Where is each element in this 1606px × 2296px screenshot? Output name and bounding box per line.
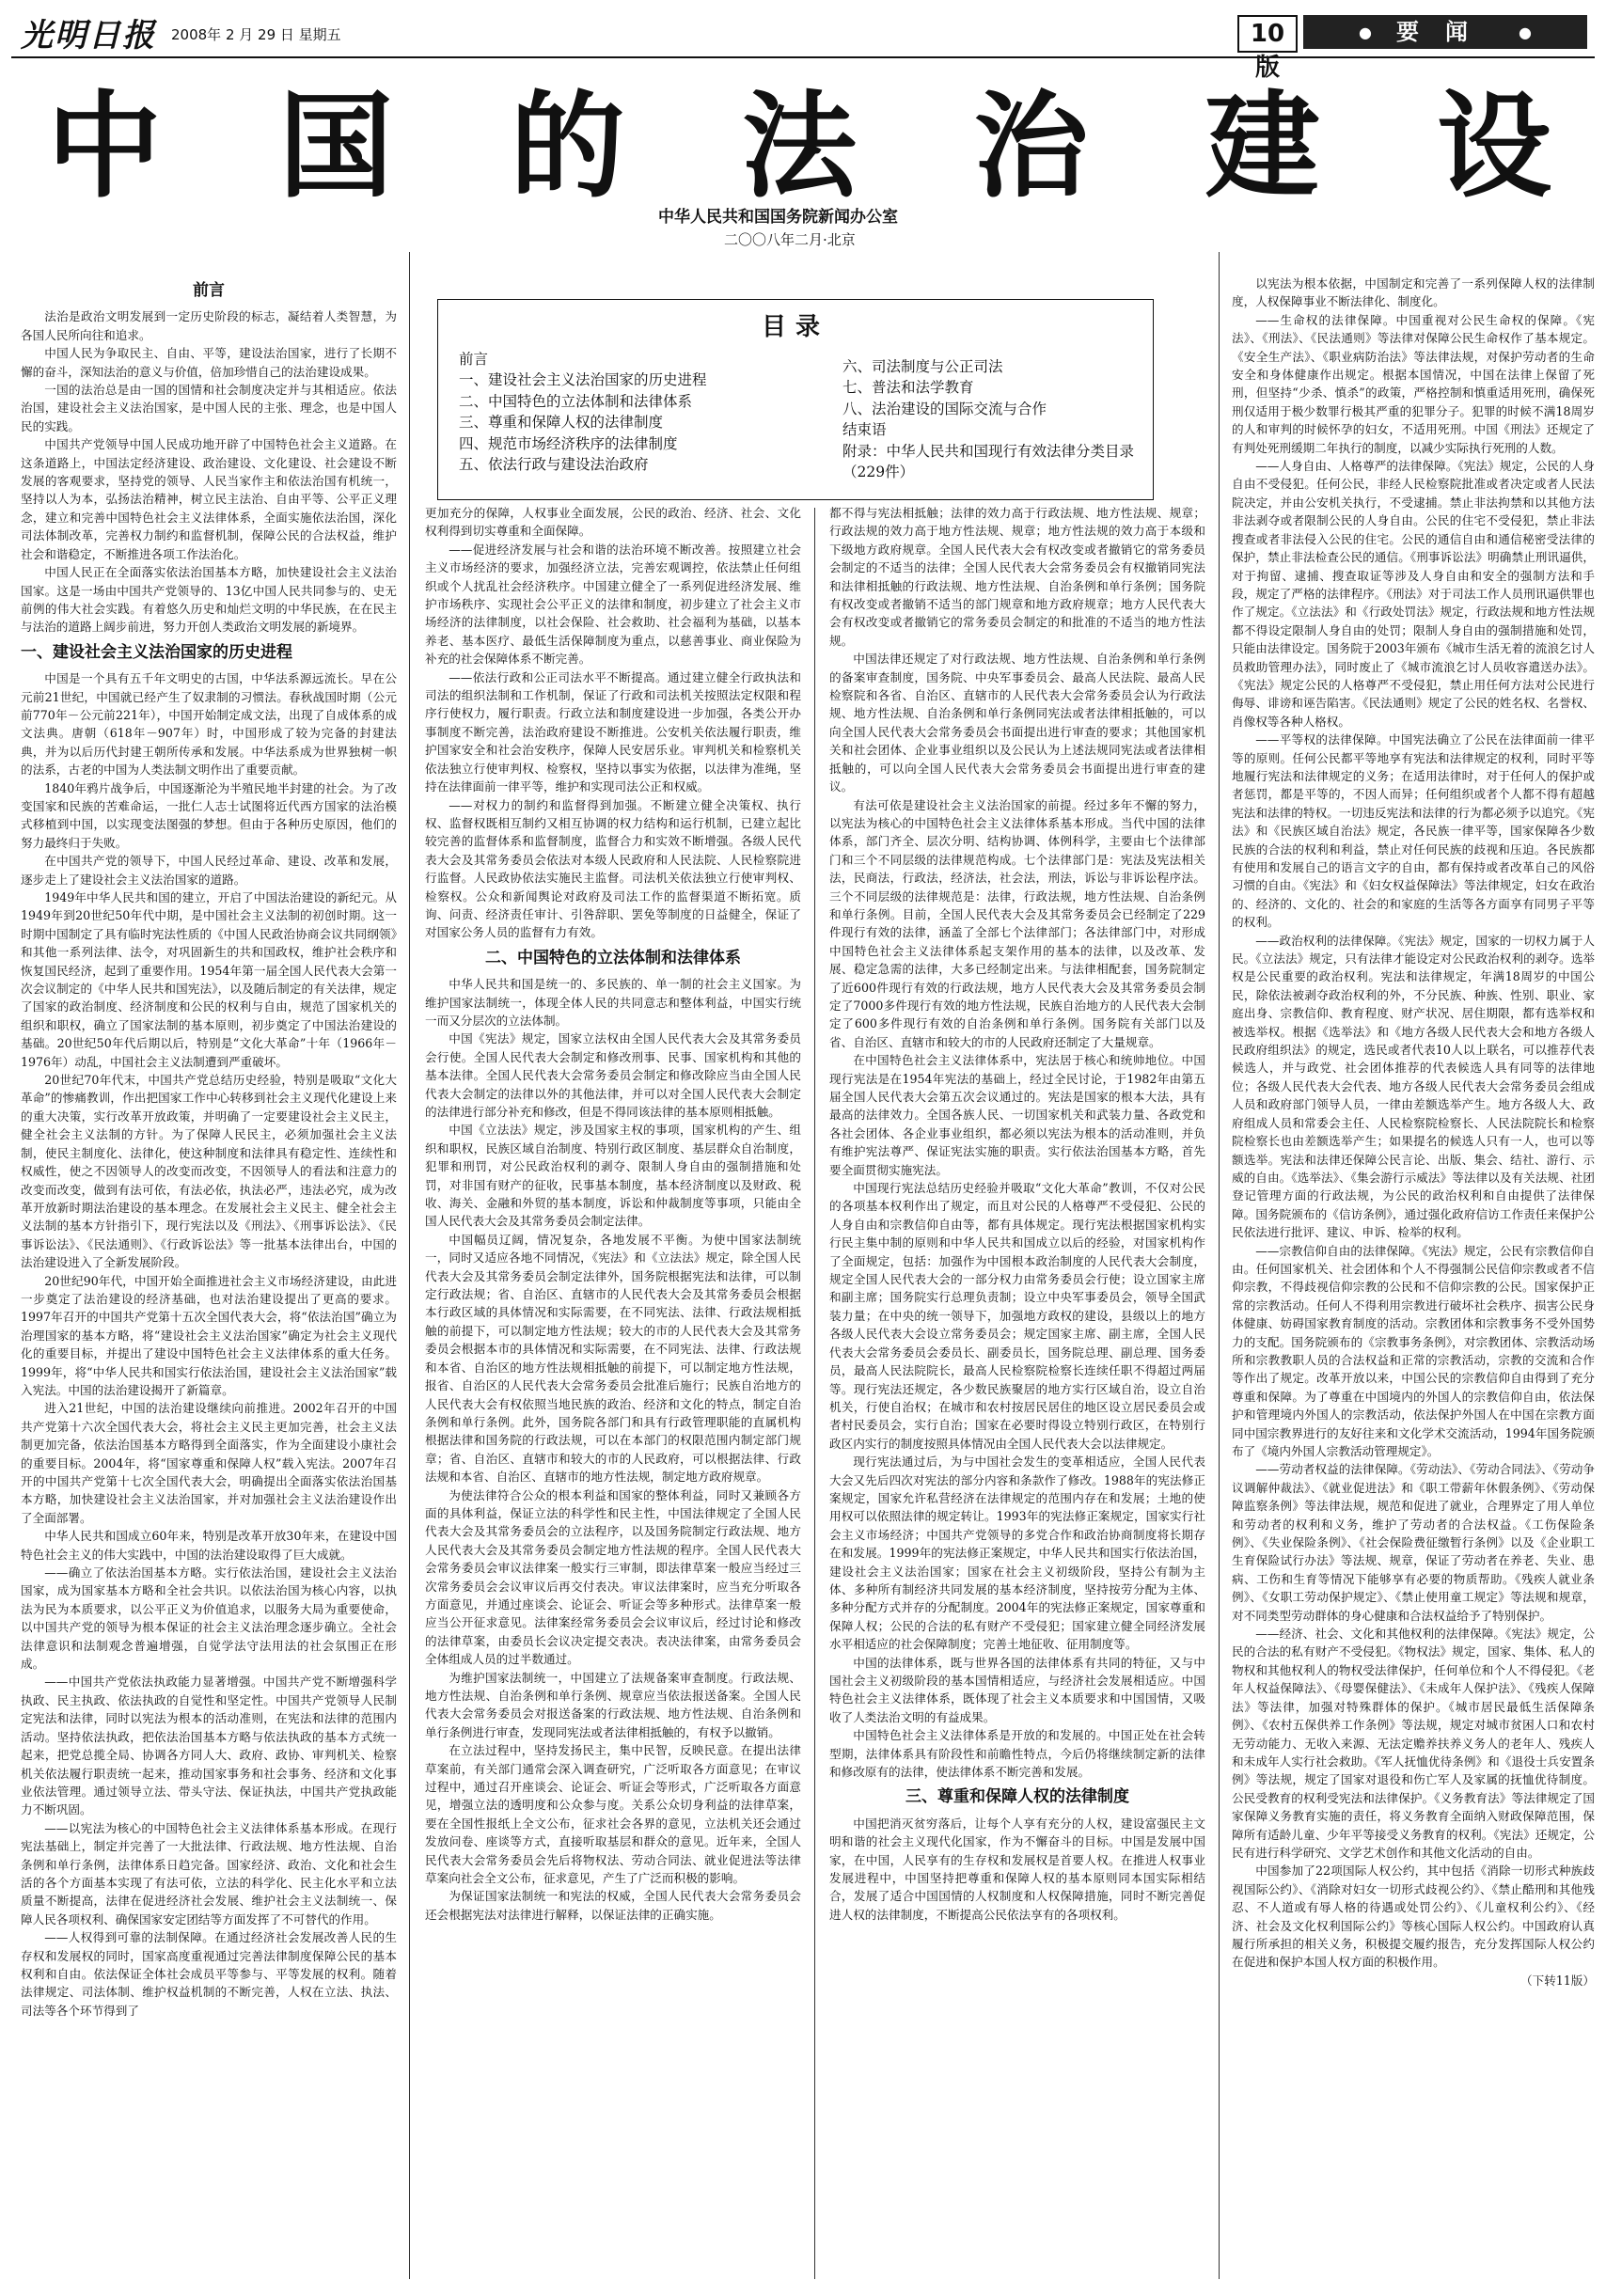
headline-char: 中 bbox=[47, 79, 162, 213]
toc-item: 附录：中华人民共和国现行有效法律分类目录 bbox=[842, 442, 1135, 460]
toc-item: 一、建设社会主义法治国家的历史进程 bbox=[459, 371, 707, 389]
paragraph: ——经济、社会、文化和其他权利的法律保障。《宪法》规定，公民的合法的私有财产不受侵犯。《物权法》规定，国家、集体、私人的物权和其他权利人的物权受法律保护，任何单位和个人不得侵犯。《老年人权益保障法》、《母婴保健法》、《未成年人保护法》、《残疾人保障法》等法律，加强对特殊群体的保护。《城市居民最低生活保障条例》、《农村五保供养工作条例》等法规，规定对城市贫困人口和农村无劳动能力、无收入来源、无法定赡养扶养义务人的老年人、残疾人和未成年人实行社会救助。《军人抚恤优待条例》和《退役士兵安置条例》等法规，规定了国家对退役和伤亡军人及家属的抚恤优待制度。公民受教育的权利受宪法和法律保护。《义务教育法》等法律规定了国家保障义务教育实施的责任，将义务教育全面纳入财政保障范围，保障所有适龄儿童、少年平等接受义务教育的权利。《宪法》还规定，公民有进行科学研究、文学艺术创作和其他文化活动的自由。 bbox=[1232, 1627, 1595, 1860]
headline-char: 治 bbox=[973, 79, 1089, 213]
column-divider bbox=[409, 252, 410, 2279]
paragraph: 中华人民共和国成立60年来，特别是改革开放30年来，在建设中国特色社会主义的伟大实践中，中国的法治建设取得了巨大成就。 bbox=[21, 1529, 397, 1562]
paragraph: 在中国共产党的领导下，中国人民经过革命、建设、改革和发展，逐步走上了建设社会主义法治国家的道路。 bbox=[21, 854, 397, 887]
toc-item: 七、普法和法学教育 bbox=[842, 379, 974, 397]
headline-char: 设 bbox=[1436, 79, 1551, 213]
paragraph: 1840年鸦片战争后，中国逐渐沦为半殖民地半封建的社会。为了改变国家和民族的苦难命运，一批仁人志士试图将近代西方国家的法治模式移植到中国，以实现变法图强的梦想。但由于各种历史原因，他们的努力最终归于失败。 bbox=[21, 780, 397, 850]
headline-char: 国 bbox=[278, 79, 394, 213]
headline-char: 法 bbox=[741, 79, 857, 213]
paragraph: ——人身自由、人格尊严的法律保障。《宪法》规定，公民的人身自由不受侵犯。任何公民，非经人民检察院批准或者决定或者人民法院决定，并由公安机关执行，不受逮捕。禁止非法拘禁和以其他方法非法剥夺或者限制公民的人身自由。公民的住宅不受侵犯，禁止非法搜查或者非法侵入公民的住宅。公民的通信自由和通信秘密受法律的保护，禁止非法检查公民的通信。《刑事诉讼法》明确禁止刑讯逼供，对于拘留、逮捕、搜查取证等涉及人身自由和安全的强制方法和手段，规定了严格的法律程序。《刑法》对于司法工作人员刑讯逼供罪也作了规定。《立法法》和《行政处罚法》规定，行政法规和地方性法规都不得设定限制人身自由的处罚；限制人身自由的强制措施和处罚，只能由法律设定。国务院于2003年颁布《城市生活无着的流浪乞讨人员救助管理办法》，同时废止了《城市流浪乞讨人员收容遣送办法》。《宪法》规定公民的人格尊严不受侵犯，禁止用任何方法对公民进行侮辱、诽谤和诬告陷害。《民法通则》规定了公民的姓名权、名誉权、肖像权等各种人格权。 bbox=[1232, 459, 1595, 729]
paragraph: 20世纪70年代末，中国共产党总结历史经验，特别是吸取“文化大革命”的惨痛教训，作出把国家工作中心转移到社会主义现代化建设上来的重大决策，实行改革开放政策，并明确了一定要建设社会主义民主，健全社会主义法制的方针。为了保障人民民主，必须加强社会主义法制，使民主制度化、法律化，使这种制度和法律具有稳定性、连续性和权威性，使之不因领导人的改变而改变，不因领导人的看法和注意力的改变而改变，做到有法可依，有法必依，执法必严，违法必究，成为改革开放新时期法治建设的基本理念。在发展社会主义民主、健全社会主义法制的基本方针指引下，现行宪法以及《刑法》、《刑事诉讼法》、《民事诉讼法》、《民法通则》、《行政诉讼法》等一批基本法律出台，中国的法治建设进入了全新发展阶段。 bbox=[21, 1073, 397, 1270]
paragraph: 中国人民为争取民主、自由、平等，建设法治国家，进行了长期不懈的奋斗，深知法治的意义与价值，倍加珍惜自己的法治建设成果。 bbox=[21, 346, 397, 379]
paragraph: 中国特色社会主义法律体系是开放的和发展的。中国正处在社会转型期，法律体系具有阶段性和前瞻性特点，今后仍将继续制定新的法律和修改原有的法律，使法律体系不断完善和发展。 bbox=[829, 1728, 1205, 1780]
toc-item: 前言 bbox=[459, 351, 489, 368]
bullet-icon: ● bbox=[1359, 24, 1372, 41]
paragraph: 有法可依是建设社会主义法治国家的前提。经过多年不懈的努力，以宪法为核心的中国特色社会主义法律体系基本形成。当代中国的法律体系，部门齐全、层次分明、结构协调、体例科学，主要由七个法律部门和三个不同层级的法律规范构成。七个法律部门是：宪法及宪法相关法，民商法，行政法，经济法，社会法，刑法，诉讼与非诉讼程序法。三个不同层级的法律规范是：法律，行政法规，地方性法规、自治条例和单行条例。目前，全国人民代表大会及其常务委员会已经制定了229件现行有效的法律，涵盖了全部七个法律部门；各法律部门中，对形成中国特色社会主义法律体系起支架作用的基本的法律，以及改革、发展、稳定急需的法律，大多已经制定出来。与法律相配套，国务院制定了近600件现行有效的行政法规，地方人民代表大会及其常务委员会制定了7000多件现行有效的地方性法规，民族自治地方的人民代表大会制定了600多件现行有效的自治条例和单行条例。国务院有关部门以及省、自治区、直辖市和较大的市的人民政府还制定了大量规章。 bbox=[829, 797, 1205, 1049]
paragraph: 中国参加了22项国际人权公约，其中包括《消除一切形式种族歧视国际公约》、《消除对妇女一切形式歧视公约》、《禁止酷刑和其他残忍、不人道或有辱人格的待遇或处罚公约》、《儿童权利公约》、《经济、社会及文化权利国际公约》等核心国际人权公约。中国政府认真履行所承担的相关义务，积极提交履约报告，充分发挥国际人权公约在促进和保护本国人权方面的积极作用。 bbox=[1232, 1864, 1595, 1970]
toc-item: 四、规范市场经济秩序的法律制度 bbox=[459, 434, 678, 452]
paragraph: 一国的法治总是由一国的国情和社会制度决定并与其相适应。依法治国，建设社会主义法治国家，是中国人民的主张、理念，也是中国人民的实践。 bbox=[21, 383, 397, 433]
section-label-box bbox=[1303, 15, 1587, 49]
section-heading: 一、建设社会主义法治国家的历史进程 bbox=[21, 642, 292, 662]
paragraph: ——政治权利的法律保障。《宪法》规定，国家的一切权力属于人民。《立法法》规定，只有法律才能设定对公民政治权利的剥夺。选举权是公民重要的政治权利。宪法和法律规定，年满18周岁的中国公民，除依法被剥夺政治权利的外，不分民族、种族、性别、职业、家庭出身、宗教信仰、教育程度、财产状况、居住期限，都有选举权和被选举权。根据《选举法》和《地方各级人民代表大会和地方各级人民政府组织法》的规定，选民或者代表10人以上联名，可以推荐代表候选人，并与政党、社会团体推荐的代表候选人具有同等的法律地位；各级人民代表大会代表、地方各级人民代表大会常务委员会组成人员和政府部门领导人员，一律由差额选举产生。地方各级人大、政府组成人员和常委会主任、人民检察院检察长、人民法院院长和检察院检察长也由差额选举产生；如果提名的候选人只有一人，也可以等额选举。宪法和法律还保障公民言论、出版、集会、结社、游行、示威的自由。《选举法》、《集会游行示威法》等法律以及有关法规、社团登记管理方面的行政法规，为公民的政治权利和自由提供了法律保障。国务院颁布的《信访条例》，通过强化政府信访工作责任来保护公民依法进行批评、建议、申诉、检举的权利。 bbox=[1232, 933, 1595, 1240]
paragraph: 中国把消灭贫穷落后，让每个人享有充分的人权，建设富强民主文明和谐的社会主义现代化国家，作为不懈奋斗的目标。中国是发展中国家，在中国，人民享有的生存权和发展权是首要人权。在推进人权事业发展进程中，中国坚持把尊重和保障人权的基本原则同本国实际相结合，发展了适合中国国情的人权制度和人权保障措施，同时不断完善促进人权的法律制度，不断提高公民依法享有的各项权利。 bbox=[829, 1816, 1205, 1922]
paragraph: 中华人民共和国是统一的、多民族的、单一制的社会主义国家。为维护国家法制统一，体现全体人民的共同意志和整体利益，中国实行统一而又分层次的立法体制。 bbox=[425, 977, 801, 1028]
article-column-2 bbox=[425, 504, 801, 2287]
paragraph: 为维护国家法制统一，中国建立了法规备案审查制度。行政法规、地方性法规、自治条例和单行条例、规章应当依法报送备案。全国人民代表大会常务委员会对报送备案的行政法规、地方性法规、自治条例和单行条例进行审查，发现同宪法或者法律相抵触的，有权予以撤销。 bbox=[425, 1670, 801, 1739]
paragraph: 中国现行宪法总结历史经验并吸取“文化大革命”教训，不仅对公民的各项基本权利作出了规定，而且对公民的人格尊严不受侵犯、公民的人身自由和宗教信仰自由等，都有具体规定。现行宪法根据国家机构实行民主集中制的原则和中华人民共和国成立以后的经验，对国家机构作了全面规定，包括：加强作为中国根本政治制度的人民代表大会制度，规定全国人民代表大会的一部分权力由常务委员会行使；设立国家主席和副主席；国务院实行总理负责制；设立中央军事委员会，领导全国武装力量；在中央的统一领导下，加强地方政权的建设，县级以上的地方各级人民代表大会设立常务委员会；规定国家主席、副主席，全国人民代表大会常务委员会委员长、副委员长，国务院总理、副总理、国务委员，最高人民法院院长，最高人民检察院检察长连续任职不得超过两届等。现行宪法还规定，各少数民族聚居的地方实行区域自治，设立自治机关，行使自治权；在城市和农村按居民居住的地区设立居民委员会或者村民委员会，实行自治；国家在必要时得设立特别行政区，在特别行政区内实行的制度按照具体情况由全国人民代表大会以法律规定。 bbox=[829, 1181, 1205, 1451]
toc-item: 二、中国特色的立法体制和法律体系 bbox=[459, 392, 693, 410]
paragraph: 中国共产党领导中国人民成功地开辟了中国特色社会主义道路。在这条道路上，中国法定经济建设、政治建设、文化建设、社会建设不断发展的客观要求，坚持党的领导、人民当家作主和依法治国有机统一，坚持以人为本，弘扬法治精神，树立民主法治、自由平等、公平正义理念，建立和完善中国特色社会主义法律体系，全面实施依法治国，深化司法体制改革，完善权力制约和监督机制，保障公民的合法权益，维护社会和谐稳定，不断推进各项工作法治化。 bbox=[21, 437, 397, 561]
newspaper-logo: 光明日报 bbox=[21, 17, 156, 55]
column-divider bbox=[1219, 252, 1220, 2279]
toc-item: （229件） bbox=[842, 464, 915, 481]
issuer: 中华人民共和国国务院新闻办公室 bbox=[658, 208, 898, 227]
paragraph: 中国《宪法》规定，国家立法权由全国人民代表大会及其常务委员会行使。全国人民代表大会制定和修改刑事、民事、国家机构和其他的基本法律。全国人民代表大会常务委员会制定和修改除应当由全国人民代表大会制定的法律以外的其他法律，并可以对全国人民代表大会制定的法律进行部分补充和修改，但是不得同该法律的基本原则相抵触。 bbox=[425, 1031, 801, 1119]
toc-item: 三、尊重和保障人权的法律制度 bbox=[459, 414, 664, 432]
section-heading: 二、中国特色的立法体制和法律体系 bbox=[485, 948, 741, 967]
paragraph: 以宪法为根本依据，中国制定和完善了一系列保障人权的法律制度，人权保障事业不断法律化、制度化。 bbox=[1232, 276, 1595, 309]
paragraph: 中国人民正在全面落实依法治国基本方略，加快建设社会主义法治国家。这是一场由中国共产党领导的、13亿中国人民共同参与的、史无前例的伟大社会实践。有着悠久历史和灿烂文明的中华民族，在在民主与法治的道路上阔步前进，努力开创人类政治文明发展的新境界。 bbox=[21, 565, 397, 635]
paragraph: 都不得与宪法相抵触；法律的效力高于行政法规、地方性法规、规章；行政法规的效力高于地方性法规、规章；地方性法规的效力高于本级和下级地方政府规章。全国人民代表大会有权改变或者撤销它的常务委员会制定的不适当的法律；全国人民代表大会常务委员会有权撤销同宪法和法律相抵触的行政法规、地方性法规、自治条例和单行条例；国务院有权改变或者撤销不适当的部门规章和地方政府规章；地方人民代表大会有权改变或者撤销它的常务委员会制定的和批准的不适当的地方性法规。 bbox=[829, 506, 1205, 648]
paragraph: 1949年中华人民共和国的建立，开启了中国法治建设的新纪元。从1949年到20世纪50年代中期，是中国社会主义法制的初创时期。这一时期中国制定了具有临时宪法性质的《中国人民政治协商会议共同纲领》和其他一系列法律、法令，对巩固新生的共和国政权，维护社会秩序和恢复国民经济，起到了重要作用。1954年第一届全国人民代表大会第一次会议制定的《中华人民共和国宪法》，以及随后制定的有关法律，规定了国家的政治制度、经济制度和公民的权利与自由，规范了国家机关的组织和职权，确立了国家法制的基本原则，初步奠定了中国法治建设的基础。20世纪50年代后期以后，特别是“文化大革命”十年（1966年－1976年）动乱，中国社会主义法制遭到严重破坏。 bbox=[21, 890, 397, 1069]
paragraph: 中国法律还规定了对行政法规、地方性法规、自治条例和单行条例的备案审查制度，国务院、中央军事委员会、最高人民法院、最高人民检察院和各省、自治区、直辖市的人民代表大会常务委员会认为行政法规、地方性法规、自治条例和单行条例同宪法或者法律相抵触的，可以向全国人民代表大会常务委员会书面提出进行审查的要求；其他国家机关和社会团体、企业事业组织以及公民认为上述法规同宪法或者法律相抵触的，可以向全国人民代表大会常务委员会书面提出进行审查的建议。 bbox=[829, 652, 1205, 794]
article-column-4 bbox=[1232, 275, 1595, 2287]
toc-item: 结束语 bbox=[842, 421, 887, 439]
headline bbox=[19, 75, 1580, 213]
paragraph: 现行宪法通过后，为与中国社会发生的变革相适应，全国人民代表大会又先后四次对宪法的部分内容和条款作了修改。1988年的宪法修正案规定，国家允许私营经济在法律规定的范围内存在和发展；土地的使用权可以依照法律的规定转让。1993年的宪法修正案规定，国家实行社会主义市场经济；中国共产党领导的多党合作和政治协商制度将长期存在和发展。1999年的宪法修正案规定，中华人民共和国实行依法治国，建设社会主义法治国家；国家在社会主义初级阶段，坚持公有制为主体、多种所有制经济共同发展的基本经济制度，坚持按劳分配为主体、多种分配方式并存的分配制度。2004年的宪法修正案规定，国家尊重和保障人权；公民的合法的私有财产不受侵犯；国家建立健全同经济发展水平相适应的社会保障制度；完善土地征收、征用制度等。 bbox=[829, 1455, 1205, 1652]
bullet-icon: ● bbox=[1519, 24, 1532, 41]
release-date: 二〇〇八年二月·北京 bbox=[724, 231, 856, 248]
paragraph: 在中国特色社会主义法律体系中，宪法居于核心和统帅地位。中国现行宪法是在1954年宪法的基础上，经过全民讨论，于1982年由第五届全国人民代表大会第五次会议通过的。宪法是国家的根本大法，具有最高的法律效力。全国各族人民、一切国家机关和武装力量、各政党和各社会团体、各企业事业组织，都必须以宪法为根本的活动准则，并负有维护宪法尊严、保证宪法实施的职责。实行依法治国基本方略，首先要全面贯彻实施宪法。 bbox=[829, 1053, 1205, 1177]
toc-list-right bbox=[842, 356, 1143, 482]
headline-char: 的 bbox=[510, 79, 625, 213]
paragraph: 中国幅员辽阔，情况复杂，各地发展不平衡。为使中国家法制统一，同时又适应各地不同情况，《宪法》和《立法法》规定，除全国人民代表大会及其常务委员会制定法律外，国务院根据宪法和法律，可以制定行政法规；省、自治区、直辖市的人民代表大会及其常务委员会根据本行政区域的具体情况和实际需要，在不同宪法、法律、行政法规相抵触的前提下，可以制定地方性法规；较大的市的人民代表大会及其常务委员会根据本市的具体情况和实际需要，在不同宪法、法律、行政法规和本省、自治区的地方性法规相抵触的前提下，可以制定地方性法规，报省、自治区的人民代表大会常务委员会批准后施行；民族自治地方的人民代表大会有权依照当地民族的政治、经济和文化的特点，制定自治条例和单行条例。此外，国务院各部门和具有行政管理职能的直属机构根据法律和国务院的行政法规，可以在本部门的权限范围内制定部门规章；省、自治区、直辖市和较大的市的人民政府，可以根据法律、行政法规和本省、自治区、直辖市的地方性法规，制定地方政府规章。 bbox=[425, 1232, 801, 1485]
paragraph: ——宗教信仰自由的法律保障。《宪法》规定，公民有宗教信仰自由。任何国家机关、社会团体和个人不得强制公民信仰宗教或者不信仰宗教，不得歧视信仰宗教的公民和不信仰宗教的公民。国家保护正常的宗教活动。任何人不得利用宗教进行破坏社会秩序、损害公民身体健康、妨碍国家教育制度的活动。宗教团体和宗教事务不受外国势力的支配。国务院颁布的《宗教事务条例》，对宗教团体、宗教活动场所和宗教教职人员的合法权益和正常的宗教活动，宗教的交流和合作等作出了规定。改革开放以来，中国公民的宗教信仰自由得到了充分尊重和保障。为了尊重在中国境内的外国人的宗教信仰自由，依法保护和管理境内外国人的宗教活动，依法保护外国人在中国在宗教方面同中国宗教界进行的友好往来和文化学术交流活动，1994年国务院颁布了《境内外国人宗教活动管理规定》。 bbox=[1232, 1243, 1595, 1458]
paragraph: 为使法律符合公众的根本利益和国家的整体利益，同时又兼顾各方面的具体利益，保证立法的科学性和民主性，中国法律规定了全国人民代表大会及其常务委员会的立法程序，以及国务院制定行政法规、地方人民代表大会及其常务委员会制定地方性法规的程序。全国人民代表大会常务委员会审议法律案一般实行三审制，即法律草案一般应当经过三次常务委员会会议审议后再交付表决。审议法律案时，应当充分听取各方面意见，并通过座谈会、论证会、听证会等多种形式。法律草案一般应当公开征求意见。法律案经常务委员会会议审议后，经过讨论和修改的法律草案，由委员长会议决定提交表决。表决法律案，由常务委员会全体组成人员的过半数通过。 bbox=[425, 1487, 801, 1667]
section-label: 要闻 bbox=[1396, 19, 1494, 45]
issue-date-line: 2008年 2 月 29 日 星期五 bbox=[171, 26, 341, 43]
paragraph: ——劳动者权益的法律保障。《劳动法》、《劳动合同法》、《劳动争议调解仲裁法》、《就业促进法》和《职工带薪年休假条例》、《劳动保障监察条例》等法律法规，规范和促进了就业，合理界定了用人单位和劳动者的权利和义务，维护了劳动者的合法权益。《工伤保险条例》、《失业保险条例》、《社会保险费征缴暂行条例》以及《企业职工生育保险试行办法》等法规、规章，保证了劳动者在养老、失业、患病、工伤和生育等情况下能够享有必要的物质帮助。《残疾人就业条例》、《女职工劳动保护规定》、《禁止使用童工规定》等法规和规章，对不同类型劳动群体的身心健康和合法权益给予了特别保护。 bbox=[1232, 1462, 1595, 1623]
paragraph: ——人权得到可靠的法制保障。在通过经济社会发展改善人民的生存权和发展权的同时，国家高度重视通过完善法律制度保障公民的基本权利和自由。依法保证全体社会成员平等参与、平等发展的权利。随着法律规定、司法体制、维护权益机制的不断完善，人权在立法、执法、司法等各个环节得到了 bbox=[21, 1930, 397, 2018]
paragraph: 中国《立法法》规定，涉及国家主权的事项，国家机构的产生、组织和职权，民族区域自治制度、特别行政区制度、基层群众自治制度，犯罪和刑罚，对公民政治权利的剥夺、限制人身自由的强制措施和处罚，对非国有财产的征收，民事基本制度，基本经济制度以及财政、税收、海关、金融和外贸的基本制度，诉讼和仲裁制度等事项，只能由全国人民代表大会及其常务委员会制定法律。 bbox=[425, 1123, 801, 1229]
paragraph: 中国的法律体系，既与世界各国的法律体系有共同的特征，又与中国社会主义初级阶段的基本国情相适应，与经济社会发展相适应。中国特色社会主义法律体系，既体现了社会主义本质要求和中国国情，又吸收了人类法治文明的有益成果。 bbox=[829, 1655, 1205, 1724]
paragraph: ——对权力的制约和监督得到加强。不断建立健全决策权、执行权、监督权既相互制约又相互协调的权力结构和运行机制，已建立起比较完善的监督体系和监督制度，监督合力和实效不断增强。各级人民代表大会及其常务委员会依法对本级人民政府和人民法院、人民检察院进行监督。人民政协依法实施民主监督。司法机关依法独立行使审判权、检察权。公众和新闻舆论对政府及司法工作的监督渠道不断拓宽。质询、问责、经济责任审计、引咎辞职、罢免等制度的日益健全，保证了对国家公务人员的监督有力有效。 bbox=[425, 797, 801, 940]
section-heading: 三、尊重和保障人权的法律制度 bbox=[905, 1787, 1129, 1807]
article-column-1 bbox=[21, 275, 397, 2287]
article-column-3 bbox=[829, 504, 1205, 2287]
paragraph: ——平等权的法律保障。中国宪法确立了公民在法律面前一律平等的原则。任何公民都平等地享有宪法和法律规定的权利，同时平等地履行宪法和法律规定的义务；在适用法律时，对于任何人的保护或者惩罚，都是平等的，不因人而异；任何组织或者个人都不得有超越宪法和法律的特权。一切违反宪法和法律的行为都必须予以追究。《宪法》和《民族区域自治法》规定，各民族一律平等，国家保障各少数民族的合法的权利和利益，禁止对任何民族的歧视和压迫。各民族都有使用和发展自己的语言文字的自由，都有保持或者改革自己的风俗习惯的自由。《宪法》和《妇女权益保障法》等法律规定，妇女在政治的、经济的、文化的、社会的和家庭的生活等各方面享有同男子平等的权利。 bbox=[1232, 732, 1595, 930]
paragraph: 法治是政治文明发展到一定历史阶段的标志，凝结着人类智慧，为各国人民所向往和追求。 bbox=[21, 309, 397, 342]
masthead bbox=[0, 0, 1606, 82]
toc-item: 六、司法制度与公正司法 bbox=[842, 358, 1003, 375]
paragraph: ——以宪法为核心的中国特色社会主义法律体系基本形成。在现行宪法基础上，制定并完善了一大批法律、行政法规、地方性法规、自治条例和单行条例，法律体系日趋完备。国家经济、政治、文化和社会生活的各个方面基本实现了有法可依，立法的科学化、民主化水平和立法质量不断提高，法律在促进经济社会发展、维护社会主义法制统一、保障人民各项权利、确保国家安定团结等方面发挥了不可替代的作用。 bbox=[21, 1820, 397, 1926]
paragraph: ——生命权的法律保障。中国重视对公民生命权的保障。《宪法》、《刑法》、《民法通则》等法律对保障公民生命权作了基本规定。《安全生产法》、《职业病防治法》等法律法规，对保护劳动者的生命安全和身体健康作出规定。根据本国情况，中国在法律上保留了死刑，但坚持“少杀、慎杀”的政策，严格控制和慎重适用死刑，确保死刑仅适用于极少数罪行极其严重的犯罪分子。犯罪的时候不满18周岁的人和审判的时候怀孕的妇女，不适用死刑。中国《刑法》还规定了有判处死刑缓期二年执行的制度，以减少实际执行死刑的人数。 bbox=[1232, 312, 1595, 455]
toc-item: 八、法治建设的国际交流与合作 bbox=[842, 400, 1047, 417]
paragraph: ——中国共产党依法执政能力显著增强。中国共产党不断增强科学执政、民主执政、依法执政的自觉性和坚定性。中国共产党领导人民制定宪法和法律，同时以宪法为根本的活动准则，在宪法和法律的范围内活动。坚持依法执政，把依法治国基本方略与依法执政的基本方式统一起来，把党总揽全局、协调各方同人大、政府、政协、审判机关、检察机关依法履行职责统一起来，推动国家事务和社会事务、经济和文化事业依法管理。通过领导立法、带头守法、保证执法，中国共产党执政能力不断巩固。 bbox=[21, 1675, 397, 1817]
paragraph: 在立法过程中，坚持发扬民主，集中民智，反映民意。在提出法律草案前，有关部门通常会深入调查研究，广泛听取各方面意见；在审议过程中，通过召开座谈会、论证会、听证会等形式，广泛听取各方面意见，增强立法的透明度和公众参与度。关系公众切身利益的法律草案，要在全国性报纸上全文公布，征求社会各界的意见，立法机关还会通过发放问卷、座谈等方式，直接听取基层和群众的意见。近年来，全国人民代表大会常务委员会先后将物权法、劳动合同法、就业促进法等法律草案向社会全文公布，征求意见，产生了广泛而积极的影响。 bbox=[425, 1743, 801, 1886]
toc-item: 五、依法行政与建设法治政府 bbox=[459, 456, 649, 474]
paragraph: 更加充分的保障，人权事业全面发展，公民的政治、经济、社会、文化权利得到切实尊重和全面保障。 bbox=[425, 506, 801, 539]
column-divider bbox=[814, 508, 815, 2279]
section-heading: 前言 bbox=[193, 281, 225, 300]
headline-char: 建 bbox=[1204, 79, 1320, 213]
paragraph: 20世纪90年代，中国开始全面推进社会主义市场经济建设，由此进一步奠定了法治建设的经济基础，也对法治建设提出了更高的要求。1997年召开的中国共产党第十五次全国代表大会，将“依法治国”确立为治理国家的基本方略，将“建设社会主义法治国家”确定为社会主义现代化的重要目标，并提出了建设中国特色社会主义法律体系的重大任务。1999年，将“中华人民共和国实行依法治国，建设社会主义法治国家”载入宪法。中国的法治建设揭开了新篇章。 bbox=[21, 1273, 397, 1397]
paragraph: 为保证国家法制统一和宪法的权威，全国人民代表大会常务委员会还会根据宪法对法律进行解释，以保证法律的正确实施。 bbox=[425, 1889, 801, 1922]
paragraph: 中国是一个具有五千年文明史的古国，中华法系源远流长。早在公元前21世纪，中国就已经产生了奴隶制的习惯法。春秋战国时期（公元前770年－公元前221年），中国开始制定成文法，出现了自成体系的成文法典。唐朝（618年－907年）时，中国形成了较为完备的封建法典，并为以后历代封建王朝所传承和发展。中华法系成为世界独树一帜的法系，古老的中国为人类法制文明作出了重要贡献。 bbox=[21, 671, 397, 778]
paragraph: 进入21世纪，中国的法治建设继续向前推进。2002年召开的中国共产党第十六次全国代表大会，将社会主义民主更加完善，社会主义法制更加完备，依法治国基本方略得到全面落实，作为全面建设小康社会的重要目标。2004年，将“国家尊重和保障人权”载入宪法。2007年召开的中国共产党第十七次全国代表大会，明确提出全面落实依法治国基本方略，加快建设社会主义法治国家，并对加强社会主义法治建设作出了全面部署。 bbox=[21, 1401, 397, 1525]
paragraph: ——依法行政和公正司法水平不断提高。通过建立健全行政执法和司法的组织法制和工作机制，保证了行政和司法机关按照法定权限和程序行使权力，履行职责。行政立法和制度建设进一步加强，各类公开办事制度不断完善，法治政府建设不断推进。公安机关依法履行职责，维护国家安全和社会治安秩序，保障人民安居乐业。审判机关和检察机关依法独立行使审判权、检察权，坚持以事实为依据，以法律为准绳，坚持在法律面前一律平等，维护和实现司法公正和权威。 bbox=[425, 669, 801, 794]
toc-title: 目录 bbox=[761, 313, 829, 341]
paragraph: ——促进经济发展与社会和谐的法治环境不断改善。按照建立社会主义市场经济的要求，加强经济立法，完善宏观调控，依法禁止任何组织或个人扰乱社会经济秩序。中国建立健全了一系列促进经济发展、维护市场秩序、实现社会公平正义的法律和制度，初步建立了社会主义市场经济的法律制度，以社会保险、社会救助、社会福利为基础，以基本养老、基本医疗、最低生活保障制度为重点，以慈善事业、商业保险为补充的社会保障体系不断完善。 bbox=[425, 542, 801, 667]
paragraph: ——确立了依法治国基本方略。实行依法治国，建设社会主义法治国家，成为国家基本方略和全社会共识。以依法治国为核心内容，以执法为民为本质要求，以公平正义为价值追求，以服务大局为重要使命，以中国共产党的领导为根本保证的社会主义法治理念逐步确立。全社会法律意识和法制观念普遍增强，自觉学法守法用法的社会氛围正在形成。 bbox=[21, 1565, 397, 1672]
toc-list-left bbox=[459, 349, 816, 475]
table-of-contents bbox=[437, 299, 1154, 500]
paragraph: （下转11版） bbox=[1520, 1973, 1595, 1988]
page-number-box: 10版 bbox=[1237, 15, 1298, 53]
